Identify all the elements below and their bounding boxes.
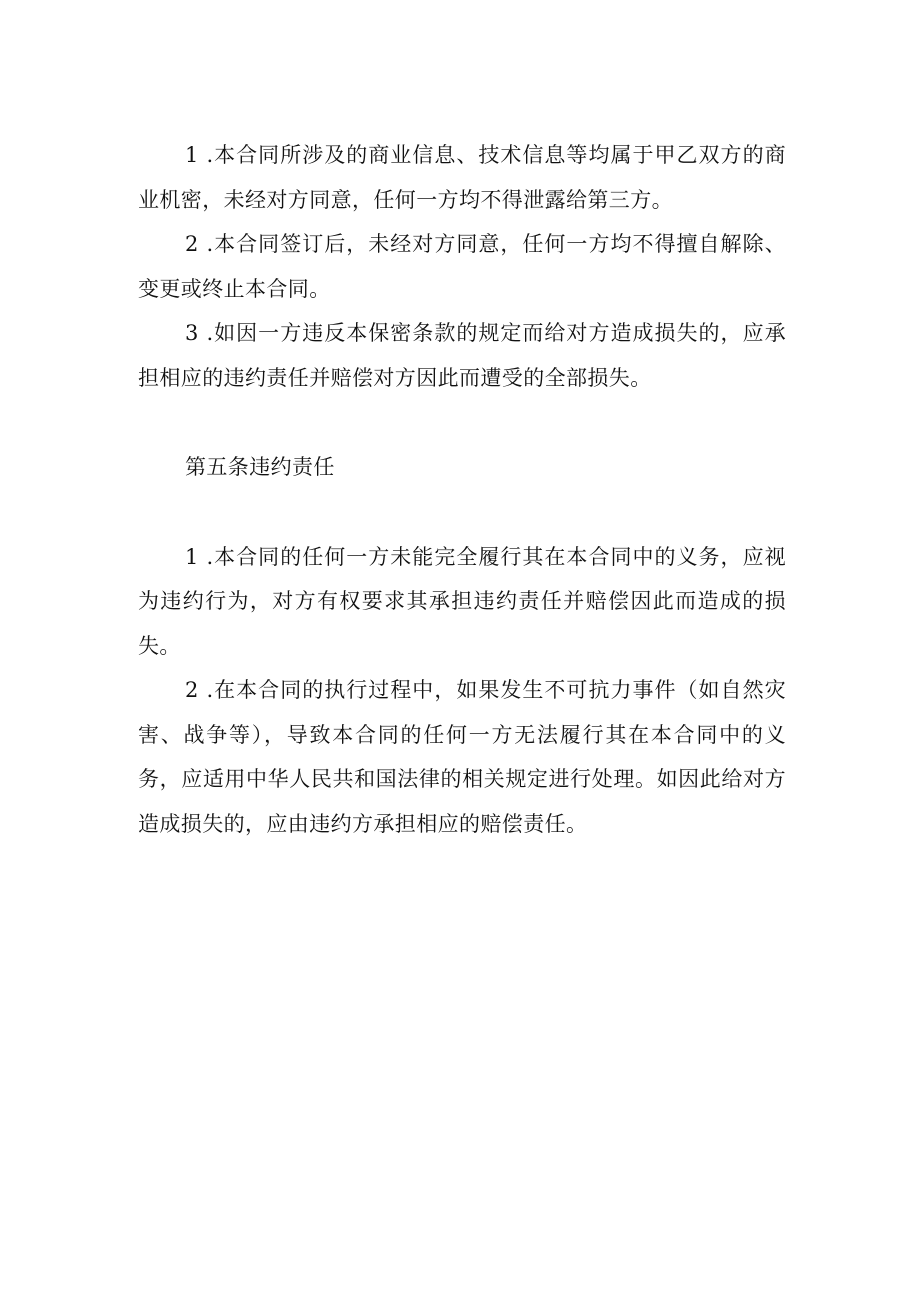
document-body <box>138 133 786 846</box>
spacer <box>138 490 786 535</box>
confidentiality-clause-1: 1 .本合同所涉及的商业信息、技术信息等均属于甲乙双方的商业机密，未经对方同意，任何一方均不得泄露给第三方。 <box>138 143 786 212</box>
spacer <box>138 400 786 445</box>
section-five-heading: 第五条违约责任 <box>185 455 335 479</box>
confidentiality-clause-2: 2 .本合同签订后，未经对方同意，任何一方均不得擅自解除、变更或终止本合同。 <box>138 232 786 301</box>
confidentiality-clause-3: 3 .如因一方违反本保密条款的规定而给对方造成损失的，应承担相应的违约责任并赔偿对方因此而遭受的全部损失。 <box>138 321 786 390</box>
breach-clause-1: 1 .本合同的任何一方未能完全履行其在本合同中的义务，应视为违约行为，对方有权要求其承担违约责任并赔偿因此而造成的损失。 <box>138 544 786 658</box>
breach-clause-2: 2 .在本合同的执行过程中，如果发生不可抗力事件（如自然灾害、战争等），导致本合同的任何一方无法履行其在本合同中的义务，应适用中华人民共和国法律的相关规定进行处理。如因此给对方造成损失的，应由违约方承担相应的赔偿责任。 <box>138 678 786 836</box>
